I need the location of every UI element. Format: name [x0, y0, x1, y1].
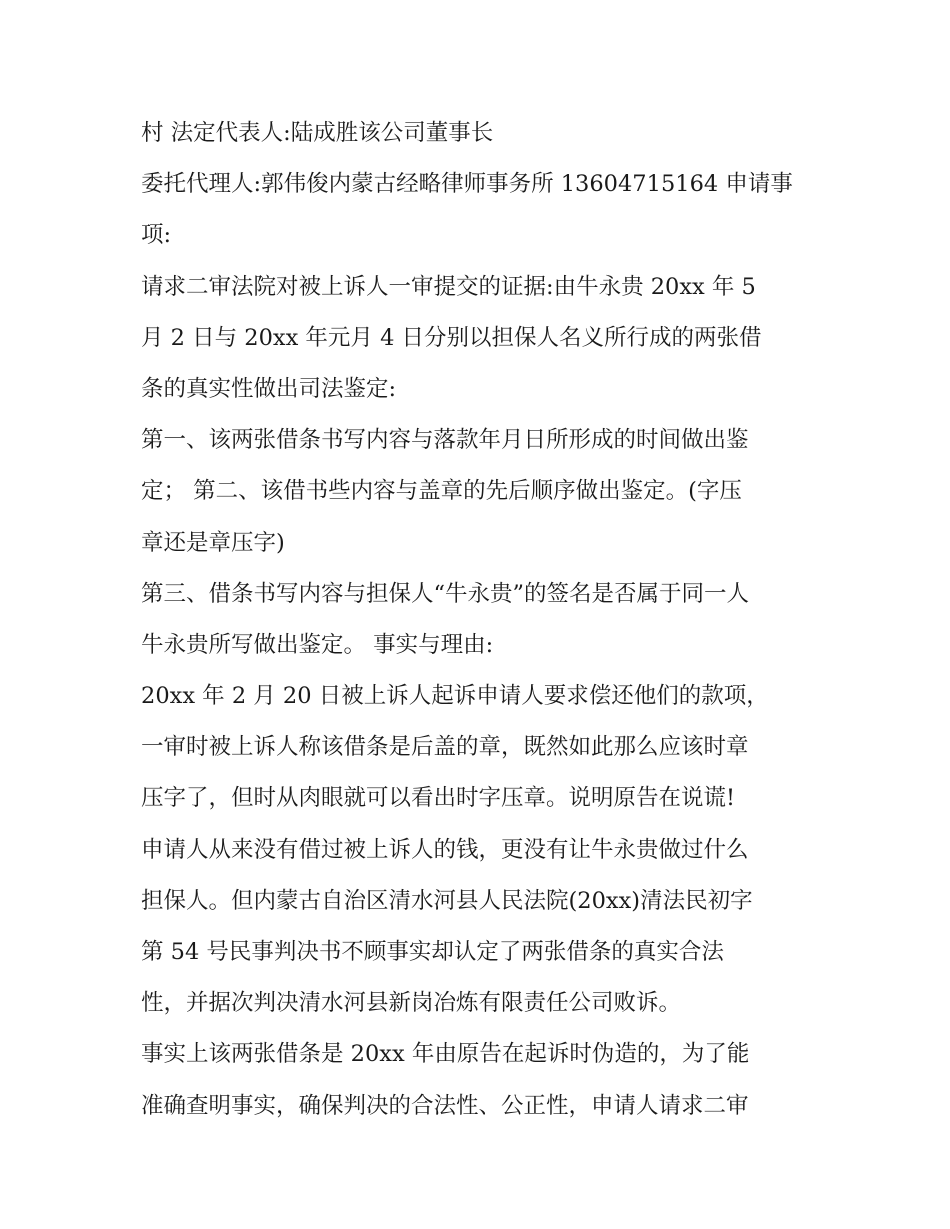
text-line-16: 担保人。但内蒙古自治区清水河县人民法院(20xx)清法民初字	[141, 887, 753, 914]
text-line-20: 准确查明事实，确保判决的合法性、公正性，申请人请求二审	[141, 1092, 749, 1119]
text-line-17: 第 54 号民事判决书不顾事实却认定了两张借条的真实合法	[141, 939, 724, 965]
text-line-5: 月 2 日与 20xx 年元月 4 日分别以担保人名义所行成的两张借	[141, 324, 762, 351]
text-line-10: 第三、借条书写内容与担保人“牛永贵”的签名是否属于同一人	[141, 580, 750, 607]
text-line-15: 申请人从来没有借过被上诉人的钱，更没有让牛永贵做过什么	[141, 836, 749, 863]
text-line-9: 章还是章压字)	[141, 529, 285, 556]
text-line-18: 性，并据次判决清水河县新岗冶炼有限责任公司败诉。	[141, 990, 682, 1017]
text-line-7: 第一、该两张借条书写内容与落款年月日所形成的时间做出鉴	[141, 427, 749, 454]
text-line-2: 委托代理人:郭伟俊内蒙古经略律师事务所 13604715164 申请事	[141, 171, 793, 198]
text-line-12: 20xx 年 2 月 20 日被上诉人起诉申请人要求偿还他们的款项，	[141, 683, 769, 710]
text-line-3: 项:	[141, 222, 172, 249]
text-line-19: 事实上该两张借条是 20xx 年由原告在起诉时伪造的，为了能	[141, 1041, 750, 1068]
text-line-4: 请求二审法院对被上诉人一审提交的证据:由牛永贵 20xx 年 5	[141, 273, 756, 300]
text-line-14: 压字了，但时从肉眼就可以看出时字压章。说明原告在说谎!	[141, 785, 736, 812]
text-line-6: 条的真实性做出司法鉴定:	[141, 375, 397, 402]
document-body	[141, 108, 821, 1132]
text-line-11: 牛永贵所写做出鉴定。 事实与理由:	[141, 631, 494, 658]
text-line-1: 村 法定代表人:陆成胜该公司董事长	[141, 120, 494, 146]
text-line-13: 一审时被上诉人称该借条是后盖的章，既然如此那么应该时章	[141, 734, 749, 761]
text-line-8: 定； 第二、该借书些内容与盖章的先后顺序做出鉴定。(字压	[141, 478, 742, 505]
